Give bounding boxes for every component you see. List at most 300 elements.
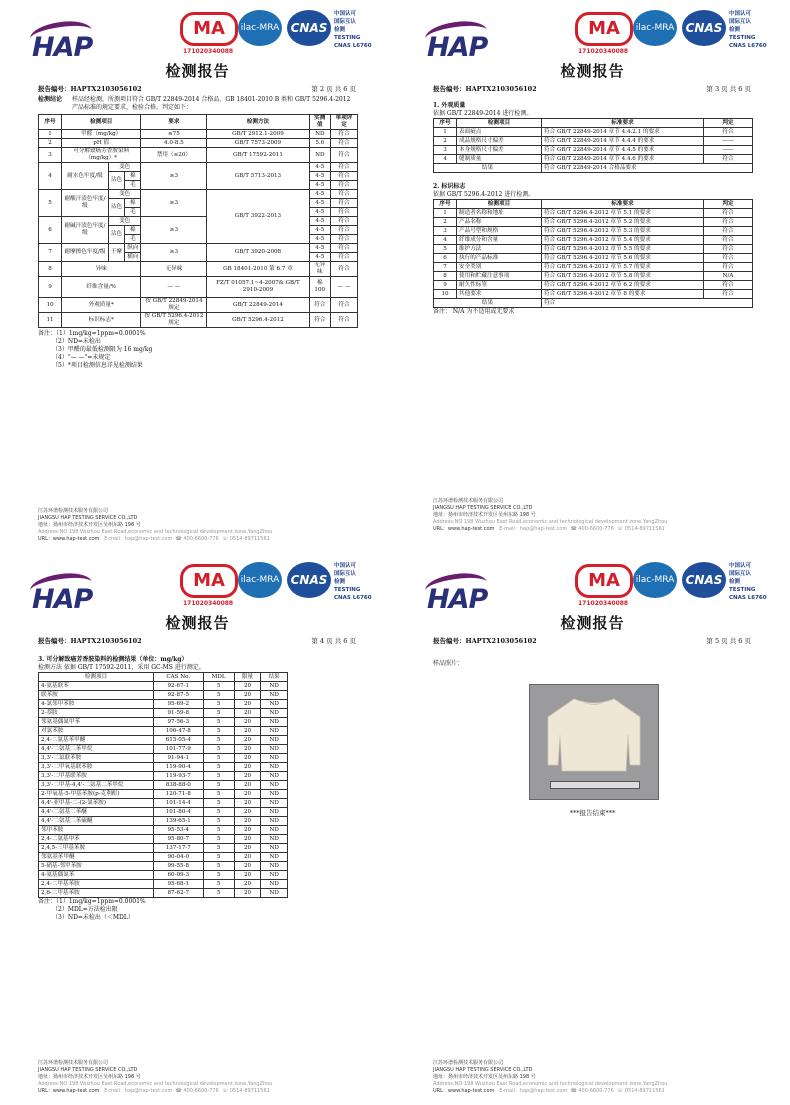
cell: 结果 (434, 299, 542, 308)
cell: ND (261, 754, 288, 763)
cell: 9 (39, 277, 62, 298)
cell: 60-09-3 (154, 871, 204, 880)
cell: ND (261, 736, 288, 745)
footer-address-en: Address:NO 198 Wuzhou East Road,economic and technological development zone,YangZhou (38, 1081, 273, 1087)
cell: 符合 (331, 181, 358, 190)
cell: 维护方法 (457, 245, 542, 254)
footer-phone: 400-6600-776 (578, 1088, 614, 1094)
cell: 耐摩擦色牢度/级 (62, 244, 109, 262)
cell: 符合 (331, 208, 358, 217)
cell: 20 (234, 700, 261, 709)
cell: ND (261, 808, 288, 817)
cell: 4-氨基偶氮苯 (39, 871, 154, 880)
page-number: 第 5 页 共 6 页 (706, 637, 751, 645)
cell: 变色 (108, 163, 140, 172)
table-row (39, 718, 288, 727)
cell: 符合 GB/T 5296.4-2012 章节 5.3 的要求 (542, 227, 704, 236)
cell: ND (261, 691, 288, 700)
cell: 5 (203, 700, 234, 709)
cell: 4-氨基联苯 (39, 682, 154, 691)
table-header (39, 673, 288, 682)
cell: 2,4-二氨基苯甲醚 (39, 736, 154, 745)
cell: ND (261, 727, 288, 736)
table-row (39, 262, 358, 277)
cell: ≥3 (141, 244, 207, 262)
cell: 91-94-1 (154, 754, 204, 763)
footer-company: 江苏环谱检测技术服务有限公司 (433, 1060, 504, 1066)
cell: 106-47-8 (154, 727, 204, 736)
table-row (39, 313, 358, 328)
cell: 20 (234, 727, 261, 736)
cell: GB/T 17592-2011 (207, 148, 309, 163)
cell: 7 (39, 244, 62, 262)
cell: ND (261, 772, 288, 781)
cma-logo: MA (575, 12, 633, 46)
cnas-info-line: CNAS L6760 (729, 43, 767, 49)
cell: 符合 (309, 313, 330, 328)
section-title: 2. 标识标志 (433, 183, 466, 190)
table-header (39, 115, 358, 130)
cell: 纵向 (125, 244, 141, 253)
cell: 4,4'-二氨基二苯甲烷 (39, 745, 154, 754)
table-row (434, 272, 753, 281)
sample-photo (529, 684, 659, 800)
cell: 符合 (331, 199, 358, 208)
cell: 沾色 (108, 172, 124, 190)
column-header: 标准要求 (542, 119, 704, 128)
cell: —— (704, 146, 753, 155)
table-row (39, 691, 288, 700)
cell: 甲醛（mg/kg） (62, 130, 141, 139)
cell: 毛 (125, 235, 141, 244)
section-basis: 依据 GB/T 5296.4-2012 进行检测。 (433, 191, 535, 198)
cell: 11 (39, 313, 62, 328)
cell: GB/T 22849-2014 (207, 298, 309, 313)
section-basis: 依据 GB/T 22849-2014 进行检测。 (433, 110, 533, 117)
cell: 符合 GB/T 5296.4-2012 章节 5.8 的要求 (542, 272, 704, 281)
cell: ND (261, 853, 288, 862)
cell: ND (261, 763, 288, 772)
report-number: 报告编号：HAPTX2103056102 (433, 85, 537, 93)
table-row (39, 163, 358, 172)
table-row (39, 709, 288, 718)
cell: 符合 (331, 172, 358, 181)
cell: 耐水色牢度/级 (62, 163, 109, 190)
cell: 符合 (542, 299, 753, 308)
cell: ND (261, 817, 288, 826)
section-title: 1. 外观质量 (433, 102, 466, 109)
cell: 20 (234, 889, 261, 898)
cell: 4,4'-二氨基二苯硫醚 (39, 817, 154, 826)
cell: 棉 (125, 172, 141, 181)
cnas-info-line: 中国认可 (334, 11, 357, 17)
cell: 本身规格尺寸偏差 (457, 146, 542, 155)
cell: 20 (234, 763, 261, 772)
column-header: 检测项目 (62, 115, 141, 130)
table-row (39, 148, 358, 163)
cell: 1 (39, 130, 62, 139)
report-page-2 (0, 0, 395, 552)
hap-logo (423, 14, 493, 64)
cell: 符合 GB/T 5296.4-2012 章节 6.2 的要求 (542, 281, 704, 290)
cma-logo: MA (180, 564, 238, 598)
ilac-mra-logo: ilac-MRA (238, 562, 282, 598)
cell: 20 (234, 817, 261, 826)
cell: 沾色 (108, 199, 124, 217)
fax-icon: ☏ (616, 526, 624, 532)
footer-email[interactable]: E-mail：hap@hap-test.com (104, 536, 173, 542)
cell: 邻氨基偶氮甲苯 (39, 718, 154, 727)
cell: 按 GB/T 22849-2014 规定 (141, 298, 207, 313)
cell: 95-80-7 (154, 835, 204, 844)
cnas-info (334, 10, 372, 50)
cell: 119-90-4 (154, 763, 204, 772)
cnas-info (334, 562, 372, 602)
footer-email[interactable]: E-mail：hap@hap-test.com (499, 1088, 568, 1094)
phone-icon: ☎ (570, 526, 577, 532)
footer-address: 地址：扬州市经济技术开发区吴州东路 198 号 (433, 1074, 536, 1080)
footer-company: 江苏环谱检测技术服务有限公司 (433, 498, 504, 504)
cell: 99-55-8 (154, 862, 204, 871)
cell: 7 (434, 263, 457, 272)
column-header: 判定 (704, 119, 753, 128)
cell: 20 (234, 745, 261, 754)
cell: 5 (203, 835, 234, 844)
table-row (39, 889, 288, 898)
note: （5）*项目检测信息详见检测结果 (52, 362, 143, 369)
cell: 耐碱汗渍色牢度/级 (62, 217, 109, 244)
cell: 邻甲苯胺 (39, 826, 154, 835)
note: （4）"— —"=未规定 (52, 354, 111, 361)
cell: 5 (203, 763, 234, 772)
report-page-4 (0, 552, 395, 1104)
cell: 4 (434, 236, 457, 245)
column-header: 检测项目 (457, 200, 542, 209)
cnas-info-line: 检测 (334, 579, 346, 585)
cell: 20 (234, 826, 261, 835)
cell: GB 18401-2010 第 6.7 章 (207, 262, 309, 277)
cell: 5 (203, 889, 234, 898)
footer-email[interactable]: E-mail：hap@hap-test.com (499, 526, 568, 532)
cell: 其他要求 (457, 290, 542, 299)
footer-address: 地址：扬州市经济技术开发区吴州东路 198 号 (38, 522, 141, 528)
cell: 2,6-二甲基苯胺 (39, 889, 154, 898)
table-row (39, 862, 288, 871)
cell: 符合 (704, 155, 753, 164)
note: 备注：（1）1mg/kg=1ppm=0.0001% (38, 898, 146, 905)
cnas-info-line: TESTING (334, 35, 361, 41)
cell: 1 (434, 128, 457, 137)
cell: 101-77-9 (154, 745, 204, 754)
cell: 20 (234, 718, 261, 727)
appearance-table (433, 118, 753, 173)
table-row (39, 298, 358, 313)
cell: 4 (39, 163, 62, 190)
table-row (39, 880, 288, 889)
cell: 5 (434, 245, 457, 254)
cell: 3,3'-二甲基联苯胺 (39, 772, 154, 781)
cell: ND (261, 799, 288, 808)
table-row (39, 139, 358, 148)
cell: 表面疵点 (457, 128, 542, 137)
cell: 4-氯邻甲苯胺 (39, 700, 154, 709)
cell: 8 (434, 272, 457, 281)
page-content (38, 96, 358, 370)
ilac-mra-logo: ilac-MRA (633, 562, 677, 598)
cell: 符合 GB/T 22849-2014 章节 4.4.6 的要求 (542, 155, 704, 164)
cell: 4-5 (309, 163, 330, 172)
cell: 5-硝基-邻甲苯胺 (39, 862, 154, 871)
cell: ≥3 (141, 190, 207, 217)
cell: 符合 (704, 281, 753, 290)
shirt-image (544, 695, 644, 775)
cell: 符合 GB/T 5296.4-2012 章节 5.1 的要求 (542, 209, 704, 218)
column-header: 序号 (434, 119, 457, 128)
cell: 5 (203, 781, 234, 790)
cell: 5 (203, 853, 234, 862)
cell: 产品号型和规格 (457, 227, 542, 236)
cell: 2,4,5-三甲基苯胺 (39, 844, 154, 853)
cell: 符合 (704, 236, 753, 245)
table-row (39, 190, 358, 199)
cnas-info-line: 国际互认 (729, 571, 752, 577)
table-row (434, 281, 753, 290)
table-row (39, 754, 288, 763)
cnas-info (729, 10, 767, 50)
cnas-info-line: 检测 (729, 579, 741, 585)
cnas-info-line: 国际互认 (334, 19, 357, 25)
cell: ND (261, 889, 288, 898)
cnas-info-line: 国际互认 (729, 19, 752, 25)
footer-address-en: Address:NO 198 Wuzhou East Road,economic and technological development zone,YangZhou (38, 529, 273, 535)
cell: 5 (39, 190, 62, 217)
table-row (434, 299, 753, 308)
cell: 纤维成分和含量 (457, 236, 542, 245)
footer-fax: 0514-89711561 (624, 1088, 665, 1094)
footer-fax: 0514-89711561 (624, 526, 665, 532)
cnas-info-line: 中国认可 (729, 563, 752, 569)
table-row (39, 217, 358, 226)
cell: ND (309, 130, 330, 139)
cell: 5 (203, 691, 234, 700)
page-header (0, 0, 395, 80)
note: （2）MDL=方法检出限 (52, 906, 118, 913)
cell: 9 (434, 281, 457, 290)
cell: 符合 (704, 263, 753, 272)
table-row (434, 227, 753, 236)
column-header: 单项评定 (331, 115, 358, 130)
table-row (434, 263, 753, 272)
cell: 毛 (125, 208, 141, 217)
page-number: 第 2 页 共 6 页 (311, 85, 356, 93)
cnas-logo: CNAS (287, 10, 331, 46)
report-title: 检测报告 (165, 614, 230, 632)
cell: ND (309, 148, 330, 163)
footer-url[interactable]: URL：www.hap-test.com (433, 526, 495, 532)
cell: 87-62-7 (154, 889, 204, 898)
cell: 3,3'-二甲基-4,4'-二氨基二苯甲烷 (39, 781, 154, 790)
fax-icon: ☏ (221, 536, 229, 542)
cell: 4-5 (309, 244, 330, 253)
column-header: 检测项目 (457, 119, 542, 128)
cell: ND (261, 682, 288, 691)
cell: FZ/T 01057.1~4-2007& GB/T 2910-2009 (207, 277, 309, 298)
cell: 2 (434, 218, 457, 227)
footer-phone: 400-6600-776 (183, 1088, 219, 1094)
cnas-info-line: TESTING (729, 35, 756, 41)
page-content (433, 96, 753, 316)
conclusion-label: 检测结论 (38, 96, 63, 103)
cell: 5 (203, 799, 234, 808)
footer-url[interactable]: URL：www.hap-test.com (433, 1088, 495, 1094)
cell: 邻氨基苯甲醚 (39, 853, 154, 862)
footer-phone: 400-6600-776 (578, 526, 614, 532)
page-number: 第 3 页 共 6 页 (706, 85, 751, 93)
footer-fax: 0514-89711561 (229, 536, 270, 542)
cell: 异味 (62, 262, 141, 277)
cell: 2 (434, 137, 457, 146)
cell: —— (704, 137, 753, 146)
table-row (39, 853, 288, 862)
page-header (395, 0, 790, 80)
cell: 4-5 (309, 208, 330, 217)
cnas-info-line: 国际互认 (334, 571, 357, 577)
registration-number: 171020340088 (578, 600, 629, 607)
cell: 耐酸汗渍色牢度/级 (62, 190, 109, 217)
cell: 2,4-二氨基甲苯 (39, 835, 154, 844)
cell: 符合 (704, 209, 753, 218)
table-row (39, 790, 288, 799)
column-header: MDL (203, 673, 234, 682)
cell: ND (261, 880, 288, 889)
ilac-mra-logo: ilac-MRA (633, 10, 677, 46)
cell: 20 (234, 691, 261, 700)
cnas-info-line: TESTING (729, 587, 756, 593)
cnas-info-line: TESTING (334, 587, 361, 593)
report-title: 检测报告 (560, 62, 625, 80)
cell: 20 (234, 808, 261, 817)
cell: 2,4-二甲基苯胺 (39, 880, 154, 889)
cell: 3 (434, 146, 457, 155)
cell: 20 (234, 862, 261, 871)
cell: 按 GB/T 5296.4-2012 规定 (141, 313, 207, 328)
cell: N/A (704, 272, 753, 281)
cnas-info-line: 中国认可 (334, 563, 357, 569)
column-header: 检测项目 (39, 673, 154, 682)
column-header: 序号 (39, 115, 62, 130)
cell: 92-87-5 (154, 691, 204, 700)
column-header: 结果 (261, 673, 288, 682)
cell: GB/T 5296.4-2012 (207, 313, 309, 328)
page-number: 第 4 页 共 6 页 (311, 637, 356, 645)
cell: 5 (203, 736, 234, 745)
cell: 横向 (125, 253, 141, 262)
cell: 5 (203, 772, 234, 781)
cell: 3 (39, 148, 62, 163)
cell: 4-5 (309, 217, 330, 226)
cell: 3 (434, 227, 457, 236)
cell: 符合 (331, 253, 358, 262)
cell: 符合 (331, 313, 358, 328)
table-row (434, 128, 753, 137)
cell: 20 (234, 844, 261, 853)
table-row (39, 772, 288, 781)
cell: ND (261, 826, 288, 835)
cell: ≤75 (141, 130, 207, 139)
cell: 符合 GB/T 5296.4-2012 章节 5.5 的要求 (542, 245, 704, 254)
table-row (39, 844, 288, 853)
cell: 毛 (125, 181, 141, 190)
cell: 2 (39, 139, 62, 148)
cell: ND (261, 718, 288, 727)
cell: 符合 (331, 217, 358, 226)
table-row (434, 254, 753, 263)
conclusion-text: 样品经检测，所测项目符合 GB/T 22849-2014 合格品、GB 18401-2010 B 类和 GB/T 5296.4-2012 产品标准的规定要求，检验合格。判定如下： (72, 96, 351, 111)
cell: 符合 (331, 262, 358, 277)
cell: 5 (203, 880, 234, 889)
report-page-5 (395, 552, 790, 1104)
cell: 119-93-7 (154, 772, 204, 781)
table-row (39, 745, 288, 754)
cell: 符合 (331, 226, 358, 235)
cnas-info-line: CNAS L6760 (334, 43, 372, 49)
column-header: 限量 (234, 673, 261, 682)
page-content (38, 656, 358, 922)
cell: GB/T 5713-2013 (207, 163, 309, 190)
footer-url[interactable]: URL：www.hap-test.com (38, 536, 100, 542)
phone-icon: ☎ (175, 536, 182, 542)
cell: 变色 (108, 190, 140, 199)
cell: 92-67-1 (154, 682, 204, 691)
table-row (39, 244, 358, 253)
cell: 101-80-4 (154, 808, 204, 817)
footer-address-en: Address:NO 198 Wuzhou East Road,economic and technological development zone,YangZhou (433, 519, 668, 525)
logo-text: HAP (32, 584, 93, 615)
note: 备注： N/A 为不适用或无要求 (433, 308, 515, 315)
cell: ≥3 (141, 163, 207, 190)
cell: 20 (234, 772, 261, 781)
report-number: 报告编号：HAPTX2103056102 (38, 637, 142, 645)
table-row (39, 736, 288, 745)
registration-number: 171020340088 (183, 600, 234, 607)
cell: 2-萘胺 (39, 709, 154, 718)
page-footer (38, 508, 272, 543)
cell: 4,4'-亚甲基-二-(2-氯苯胺) (39, 799, 154, 808)
column-header: 要求 (141, 115, 207, 130)
cell: 制造者名称和地址 (457, 209, 542, 218)
cell: 5 (203, 790, 234, 799)
cell: 产品名称 (457, 218, 542, 227)
note: （2）ND=未检出 (52, 338, 101, 345)
cell: 20 (234, 790, 261, 799)
table-row (39, 763, 288, 772)
footer-url[interactable]: URL：www.hap-test.com (38, 1088, 100, 1094)
cell: 符合 (331, 163, 358, 172)
cell: ND (261, 790, 288, 799)
report-meta (38, 636, 356, 645)
fax-icon: ☏ (616, 1088, 624, 1094)
cell: 4-5 (309, 253, 330, 262)
table-row (39, 682, 288, 691)
footer-email[interactable]: E-mail：hap@hap-test.com (104, 1088, 173, 1094)
cell: 5 (203, 727, 234, 736)
cell: 符合 (309, 298, 330, 313)
page-footer (433, 1060, 667, 1095)
cell: 对氯苯胺 (39, 727, 154, 736)
cell: 符合 (331, 139, 358, 148)
cell: 棉 (125, 226, 141, 235)
footer-company: 江苏环谱检测技术服务有限公司 (38, 1060, 109, 1066)
